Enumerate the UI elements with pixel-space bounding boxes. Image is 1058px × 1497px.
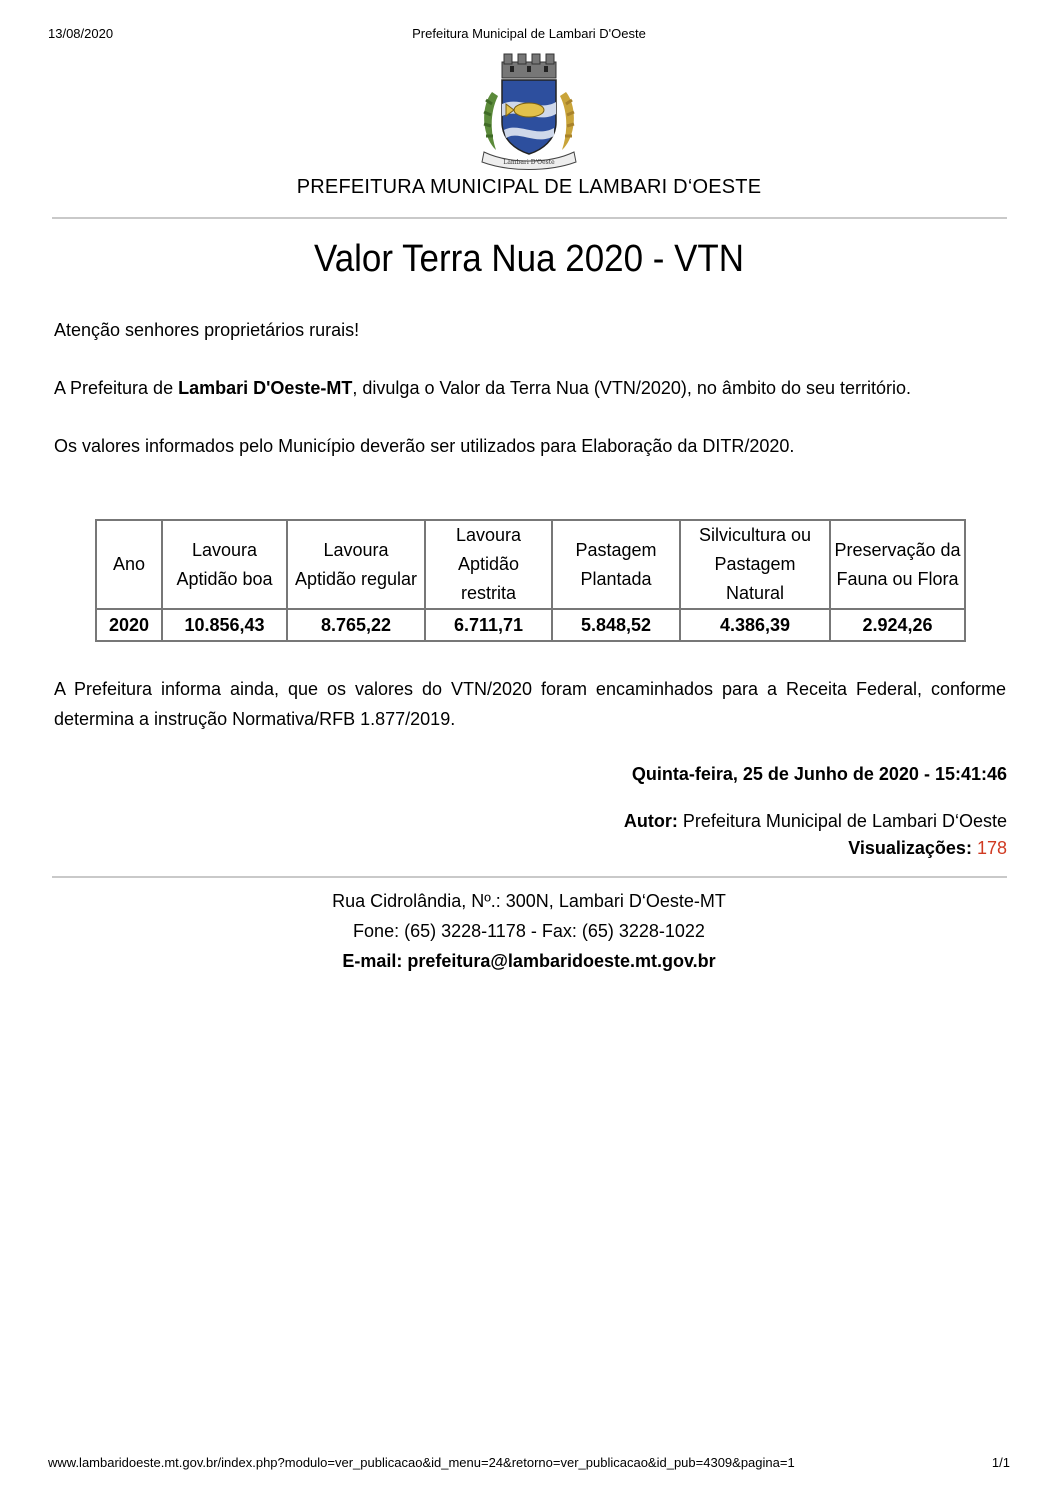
vtn-values-table	[95, 519, 966, 642]
header-pastagem-plantada: Pastagem Plantada	[552, 520, 680, 609]
views-line	[848, 838, 1007, 859]
header-silvicultura: Silvicultura ou Pastagem Natural	[680, 520, 830, 609]
author-line	[624, 811, 1007, 832]
announcement-paragraph	[54, 373, 1006, 403]
announcement-suffix: , divulga o Valor da Terra Nua (VTN/2020), no âmbito do seu território.	[352, 378, 912, 398]
views-count: 178	[976, 838, 1007, 858]
table-header-row	[96, 520, 965, 609]
print-date: 13/08/2020	[48, 26, 114, 41]
header-divider	[52, 217, 1007, 219]
header-ano: Ano	[96, 520, 162, 609]
print-title: Prefeitura Municipal de Lambari D'Oeste	[412, 26, 646, 41]
phone: Fone: (65) 3228-1178 - Fax: (65) 3228-1022	[353, 921, 705, 941]
header-lavoura-restrita: Lavoura Aptidão restrita	[425, 520, 552, 609]
header-preservacao: Preservação da Fauna ou Flora	[830, 520, 965, 609]
cell-ano: 2020	[96, 609, 162, 641]
organization-name: PREFEITURA MUNICIPAL DE LAMBARI D‘OESTE	[296, 176, 762, 198]
document-title: Valor Terra Nua 2020 - VTN	[313, 238, 745, 280]
footer-divider	[52, 876, 1007, 878]
header-lavoura-boa: Lavoura Aptidão boa	[162, 520, 287, 609]
views-label: Visualizações:	[848, 838, 972, 858]
cell-lavoura-boa: 10.856,43	[162, 609, 287, 641]
contact-block	[0, 886, 1058, 976]
author-name: Prefeitura Municipal de Lambari D‘Oeste	[682, 811, 1007, 831]
cell-silvicultura: 4.386,39	[680, 609, 830, 641]
publication-date: Quinta-feira, 25 de Junho de 2020 - 15:41:46	[631, 764, 1007, 784]
cell-preservacao: 2.924,26	[830, 609, 965, 641]
svg-text:Lambari D'Oeste: Lambari D'Oeste	[503, 159, 555, 166]
usage-paragraph: Os valores informados pelo Município deverão ser utilizados para Elaboração da DITR/2020.	[54, 436, 795, 456]
announcement-prefix: A Prefeitura de	[54, 378, 179, 398]
address: Rua Cidrolândia, Nº.: 300N, Lambari D‘Oeste-MT	[332, 891, 726, 911]
municipality-name: Lambari D'Oeste-MT	[178, 378, 353, 398]
cell-lavoura-restrita: 6.711,71	[425, 609, 552, 641]
page-url[interactable]: www.lambaridoeste.mt.gov.br/index.php?modulo=ver_publicacao&id_menu=24&retorno=ver_publicacao&id_pub=4309&pagina=1	[48, 1455, 795, 1470]
cell-lavoura-regular: 8.765,22	[287, 609, 425, 641]
receita-federal-paragraph: A Prefeitura informa ainda, que os valores do VTN/2020 foram encaminhados para a Receita Federal, conforme determina a instrução Normativa/RFB 1.877/2019.	[54, 679, 1006, 729]
cell-pastagem-plantada: 5.848,52	[552, 609, 680, 641]
page-number: 1/1	[991, 1455, 1010, 1470]
intro-paragraph: Atenção senhores proprietários rurais!	[54, 320, 360, 340]
header-lavoura-regular: Lavoura Aptidão regular	[287, 520, 425, 609]
table-row	[96, 609, 965, 641]
email-link[interactable]: E-mail: prefeitura@lambaridoeste.mt.gov.br	[342, 951, 716, 971]
print-header	[48, 26, 1010, 44]
coat-of-arms-logo	[474, 52, 584, 170]
author-label: Autor:	[623, 811, 678, 831]
